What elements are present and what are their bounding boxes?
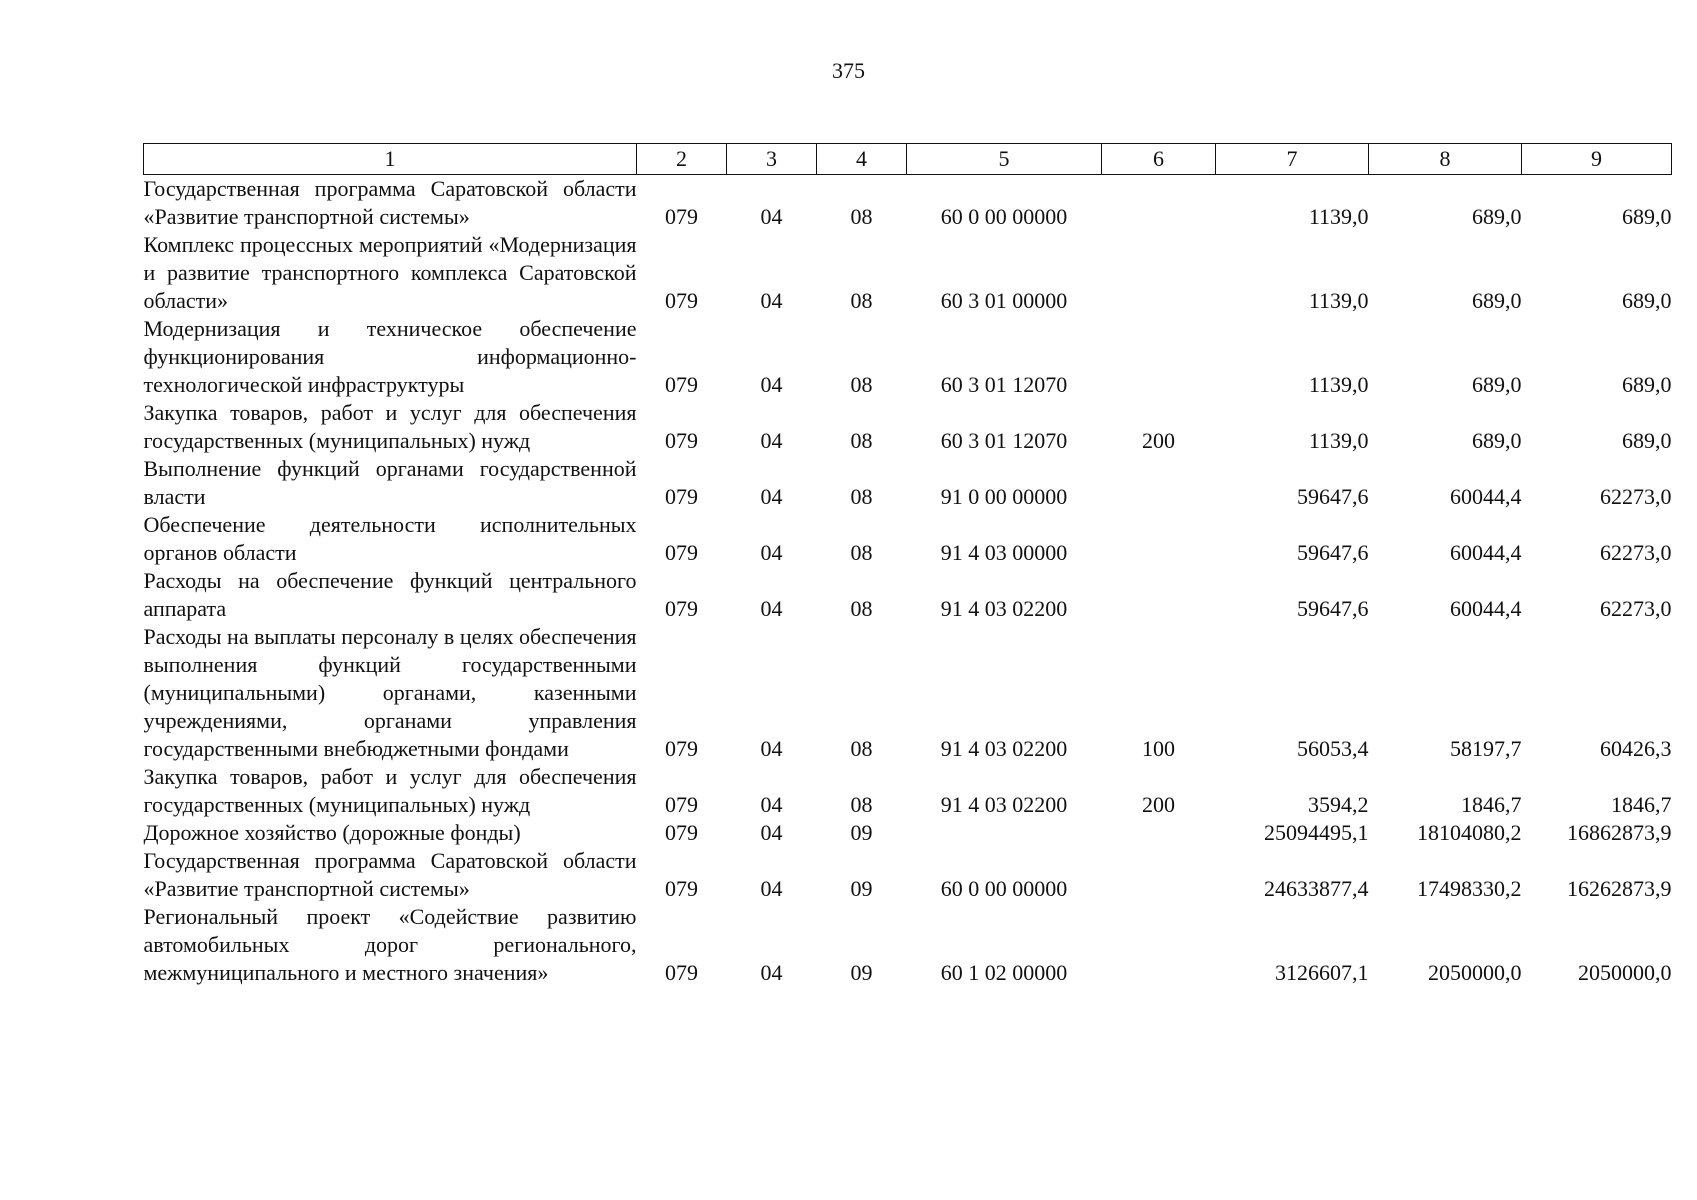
code-cell: 079	[665, 876, 698, 901]
row-name-cell: Расходы на обеспечение функций центрального аппарата	[143, 568, 637, 621]
code-cell: 08	[850, 736, 873, 761]
page-number: 375	[832, 58, 865, 83]
code-cell: 60 0 00 00000	[940, 876, 1068, 901]
amount-cell: 1139,0	[1308, 288, 1369, 313]
header-cell: 6	[1102, 144, 1216, 175]
header-cell: 4	[817, 144, 907, 175]
row-name-cell: Модернизация и техническое обеспечение функционирования информационно-технологической инфраструктуры	[143, 316, 637, 397]
code-cell: 60 3 01 00000	[940, 288, 1068, 313]
amount-cell: 689,0	[1622, 372, 1672, 397]
amount-cell: 689,0	[1622, 288, 1672, 313]
amount-cell: 58197,7	[1450, 736, 1522, 761]
code-cell: 079	[665, 792, 698, 817]
amount-cell: 2050000,0	[1428, 960, 1522, 985]
amount-cell: 60044,4	[1450, 540, 1522, 565]
amount-cell: 2050000,0	[1578, 960, 1672, 985]
code-cell: 08	[850, 204, 873, 229]
code-cell: 04	[760, 876, 783, 901]
row-name-cell: Расходы на выплаты персоналу в целях обеспечения выполнения функций государственными (муниципальными) органами, казенными учреждениями, органами управления государственными внебюджетными фондами	[143, 624, 637, 761]
header-cell: 5	[907, 144, 1102, 175]
header-cell: 9	[1522, 144, 1672, 175]
amount-cell: 689,0	[1622, 428, 1672, 453]
code-cell	[1102, 315, 1216, 399]
code-cell	[1102, 819, 1216, 847]
table-row	[144, 511, 1672, 567]
code-cell: 08	[850, 540, 873, 565]
code-cell: 08	[850, 792, 873, 817]
amount-cell: 56053,4	[1297, 736, 1369, 761]
row-name-cell: Закупка товаров, работ и услуг для обеспечения государственных (муниципальных) нужд	[143, 764, 637, 817]
table-row	[144, 847, 1672, 903]
table-row	[144, 567, 1672, 623]
header-cell: 2	[637, 144, 727, 175]
amount-cell: 689,0	[1472, 204, 1522, 229]
amount-cell: 62273,0	[1600, 540, 1672, 565]
amount-cell: 1139,0	[1308, 372, 1369, 397]
table-row	[144, 455, 1672, 511]
code-cell: 08	[850, 428, 873, 453]
code-cell: 08	[850, 596, 873, 621]
amount-cell: 689,0	[1472, 288, 1522, 313]
code-cell: 079	[665, 288, 698, 313]
code-cell	[1102, 455, 1216, 511]
code-cell: 60 1 02 00000	[940, 960, 1068, 985]
row-name-cell: Закупка товаров, работ и услуг для обеспечения государственных (муниципальных) нужд	[143, 400, 637, 453]
code-cell: 08	[850, 288, 873, 313]
amount-cell: 59647,6	[1297, 540, 1369, 565]
amount-cell: 689,0	[1472, 428, 1522, 453]
amount-cell: 3594,2	[1308, 792, 1369, 817]
code-cell	[1102, 567, 1216, 623]
row-name-cell: Государственная программа Саратовской области «Развитие транспортной системы»	[143, 176, 637, 229]
code-cell: 04	[760, 204, 783, 229]
amount-cell: 16262873,9	[1567, 876, 1672, 901]
table-row	[144, 399, 1672, 455]
row-name-cell: Дорожное хозяйство (дорожные фонды)	[143, 820, 521, 845]
code-cell: 079	[665, 428, 698, 453]
amount-cell: 25094495,1	[1264, 820, 1369, 845]
code-cell: 04	[760, 596, 783, 621]
amount-cell: 1846,7	[1461, 792, 1522, 817]
code-cell: 09	[850, 960, 873, 985]
header-row	[144, 144, 1672, 175]
code-cell: 04	[760, 428, 783, 453]
code-cell: 08	[850, 372, 873, 397]
amount-cell: 1139,0	[1308, 204, 1369, 229]
budget-table	[143, 143, 1672, 987]
code-cell: 200	[1142, 428, 1175, 453]
code-cell: 60 3 01 12070	[940, 428, 1068, 453]
code-cell: 04	[760, 960, 783, 985]
row-name-cell: Региональный проект «Содействие развитию автомобильных дорог регионального, межмуниципального и местного значения»	[143, 904, 637, 985]
code-cell: 04	[760, 820, 783, 845]
amount-cell: 3126607,1	[1275, 960, 1369, 985]
row-name-cell: Обеспечение деятельности исполнительных органов области	[143, 512, 637, 565]
header-cell: 3	[727, 144, 817, 175]
code-cell	[1102, 847, 1216, 903]
amount-cell: 17498330,2	[1417, 876, 1522, 901]
code-cell: 079	[665, 204, 698, 229]
code-cell: 08	[850, 484, 873, 509]
table-row	[144, 763, 1672, 819]
code-cell: 04	[760, 540, 783, 565]
code-cell: 079	[665, 820, 698, 845]
table-row	[144, 315, 1672, 399]
amount-cell: 689,0	[1622, 204, 1672, 229]
code-cell: 91 4 03 02200	[940, 792, 1068, 817]
code-cell: 91 0 00 00000	[940, 484, 1068, 509]
row-name-cell: Государственная программа Саратовской области «Развитие транспортной системы»	[143, 848, 637, 901]
code-cell: 079	[665, 540, 698, 565]
code-cell: 04	[760, 288, 783, 313]
code-cell: 91 4 03 02200	[940, 596, 1068, 621]
amount-cell: 59647,6	[1297, 596, 1369, 621]
amount-cell: 18104080,2	[1417, 820, 1522, 845]
amount-cell: 1139,0	[1308, 428, 1369, 453]
row-name-cell: Комплекс процессных мероприятий «Модернизация и развитие транспортного комплекса Саратовской области»	[143, 232, 637, 313]
header-cell: 7	[1216, 144, 1369, 175]
row-name-cell: Выполнение функций органами государственной власти	[143, 456, 637, 509]
code-cell: 200	[1142, 792, 1175, 817]
amount-cell: 62273,0	[1600, 596, 1672, 621]
code-cell: 09	[850, 876, 873, 901]
code-cell: 079	[665, 484, 698, 509]
table-row	[144, 819, 1672, 847]
code-cell: 91 4 03 02200	[940, 736, 1068, 761]
amount-cell: 59647,6	[1297, 484, 1369, 509]
code-cell: 91 4 03 00000	[940, 540, 1068, 565]
amount-cell: 60044,4	[1450, 484, 1522, 509]
code-cell: 09	[850, 820, 873, 845]
code-cell	[1102, 231, 1216, 315]
table-row	[144, 175, 1672, 232]
code-cell: 079	[665, 960, 698, 985]
header-cell: 1	[144, 144, 637, 175]
code-cell: 04	[760, 736, 783, 761]
code-cell: 60 0 00 00000	[940, 204, 1068, 229]
amount-cell: 62273,0	[1600, 484, 1672, 509]
code-cell: 100	[1142, 736, 1175, 761]
code-cell	[907, 819, 1102, 847]
code-cell: 04	[760, 792, 783, 817]
code-cell	[1102, 903, 1216, 987]
code-cell: 079	[665, 736, 698, 761]
code-cell	[1102, 511, 1216, 567]
code-cell: 60 3 01 12070	[940, 372, 1068, 397]
amount-cell: 24633877,4	[1264, 876, 1369, 901]
amount-cell: 60044,4	[1450, 596, 1522, 621]
header-cell: 8	[1369, 144, 1522, 175]
code-cell: 079	[665, 596, 698, 621]
table-row	[144, 623, 1672, 763]
amount-cell: 16862873,9	[1567, 820, 1672, 845]
code-cell: 04	[760, 484, 783, 509]
table-row	[144, 903, 1672, 987]
amount-cell: 689,0	[1472, 372, 1522, 397]
code-cell: 04	[760, 372, 783, 397]
table-row	[144, 231, 1672, 315]
code-cell: 079	[665, 372, 698, 397]
amount-cell: 60426,3	[1600, 736, 1672, 761]
amount-cell: 1846,7	[1611, 792, 1672, 817]
code-cell	[1102, 175, 1216, 232]
